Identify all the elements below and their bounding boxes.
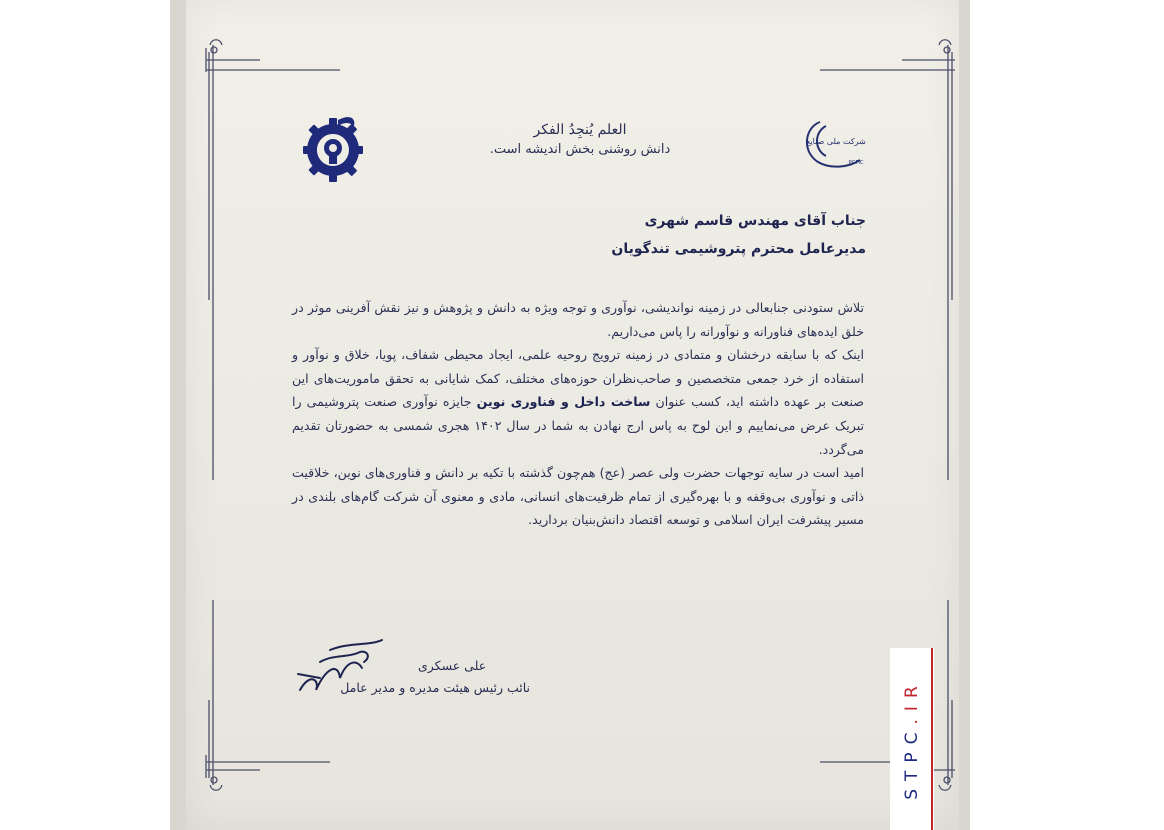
- paragraph-2: [292, 343, 864, 461]
- signer-title: نائب رئیس هیئت مدیره و مدیر عامل: [340, 680, 530, 695]
- svg-text:شرکت ملی صنایع: شرکت ملی صنایع: [806, 137, 866, 146]
- watermark-text: [890, 648, 934, 830]
- paragraph-3: امید است در سایه توجهات حضرت ولی عصر (عج) هم‌چون گذشته با تکیه بر دانش و فناوری‌های نوین، خلاقیت ذاتی و نوآوری بی‌وقفه و با بهره‌گیری از تمام ظرفیت‌های انسانی، مادی و معنوی آن شرکت گام‌های بلندی در مسیر پیشرفت ایران اسلامی و توسعه اقتصاد دانش‌بنیان بردارید.: [292, 465, 864, 528]
- motto-arabic: العلم یُنجِدُ الفکر: [533, 122, 627, 138]
- award-category: ساخت داخل و فناوری نوین: [476, 394, 651, 410]
- innovation-gear-head-icon: [298, 112, 368, 192]
- site-watermark: [890, 648, 934, 830]
- signer-name: علی عسکری: [418, 658, 487, 673]
- paragraph-1: تلاش ستودنی جنابعالی در زمینه نواندیشی، نوآوری و توجه ویژه به دانش و پژوهش و نیز نقش آفرینی موثر در خلق ایده‌های فناورانه و نوآورانه را پاس می‌داریم.: [292, 300, 864, 339]
- addressee-title: مدیرعامل محترم پتروشیمی تندگویان: [611, 241, 866, 257]
- paragraph-2-start: اینک که با سابقه درخشان و متمادی در زمینه ترویج روحیه علمی، ایجاد محیطی شفاف، پویا، خلاق و نوآور و استفاده از خرد جمعی متخصصین و صاحب‌نظران حوزه‌های مختلف، کمک شایانی به تحقق ماموریت‌های این صنعت بر عهده داشته اید، کسب عنوان: [292, 347, 865, 410]
- paragraph-2-end: جایزه نوآوری صنعت پتروشیمی را تبریک عرض می‌نماییم و این لوح به پاس ارج نهادن به شما در سال ۱۴۰۲ هجری شمسی به حضورتان تقدیم می‌گردد.: [292, 394, 865, 457]
- motto: [430, 120, 730, 160]
- signature-block: [290, 650, 540, 720]
- addressee-block: [611, 207, 866, 263]
- watermark-part-a: STPC: [902, 724, 922, 800]
- watermark-part-b: .IR: [902, 678, 922, 725]
- svg-text:PGPIC: PGPIC: [848, 160, 864, 166]
- addressee-name: جناب آقای مهندس قاسم شهری: [644, 213, 866, 229]
- letter-body: [292, 296, 864, 532]
- petrochemical-company-logo: [800, 114, 872, 170]
- motto-persian: دانش روشنی بخش اندیشه است.: [489, 142, 671, 157]
- watermark-divider: [931, 648, 933, 830]
